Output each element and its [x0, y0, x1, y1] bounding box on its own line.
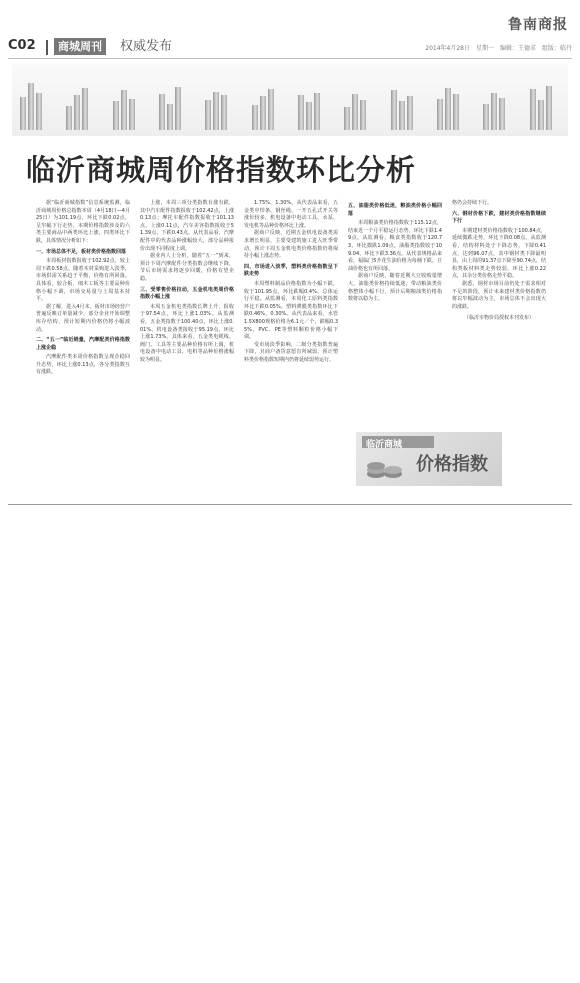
date-line: 2014年4月28日 星期一 编辑：王德求 组版：临丹 — [425, 45, 572, 52]
paragraph: 汽摩配件类本周价格指数呈现企稳回升态势，环比上涨0.13点，各分类指数互有涨跌。 — [36, 354, 130, 376]
paragraph: 据悉，钢材市场目前仍处于需求相对不足的阶段，预计未来建材类价格指数仍将以窄幅波动为主，市场总体不会出现大的涨跌。 — [452, 280, 546, 310]
banner-bar — [221, 95, 227, 130]
banner-bar — [298, 95, 304, 130]
paragraph: 据商户反映，近期五金机电设备类需求增长明显，主要受建筑施工进入旺季带动，预计下周五金机电类价格指数仍将保持小幅上涨态势。 — [244, 230, 338, 260]
paragraph: 据了解，进入4月末，板材市场经营户普遍反映订单量减少，部分企业开始调整库存结构，预计短期内价格仍将小幅波动。 — [36, 303, 130, 333]
paragraph: 本期建材类价格指数收于100.84点，延续微跌走势，环比下降0.08点。从监测看，结构材料处于下降态势，下降0.41点，达到96.07点，其中钢材类下降最明显，由上周的91.37点下降至90.74点，结构类板材料类走势较弱，环比上涨0.22点，其余分类价格走势平稳。 — [452, 227, 546, 280]
banner-bar — [260, 96, 266, 130]
page-number: C02 — [8, 38, 36, 53]
banner-bar — [530, 89, 536, 130]
banner-bar — [344, 107, 350, 130]
banner-bar — [538, 100, 544, 130]
article-lead: 据“临沂商城指数”信息系统监测，临沂商城周价格总指数本周（4月18日—4月25日）为101.19点，环比下跌0.02点，呈窄幅下行走势。本期价格指数涉及的六类主要商品中两类环比上涨，四类环比下跌，具体情况分析如下： — [36, 200, 130, 244]
banner-bar — [252, 105, 258, 130]
paragraph: 本周粮油类价格指数收于115.12点，结束近一个月平稳运行态势，环比下跌1.49点。从监测看，粮食类指数收于120.73，环比微跌1.09点，油脂类指数收于109.04，环比下跌3.36点。从代表规格品来看，福临门5升花生油价格为每桶下跌，豆油价格也有所回落。 — [348, 220, 442, 272]
banner-bar — [113, 101, 119, 130]
article-column-3 — [244, 200, 338, 364]
banner-bar — [306, 102, 312, 130]
banner-image — [12, 64, 568, 136]
paper-name: 鲁南商报 — [508, 17, 568, 33]
section-subtitle: 权威发布 — [120, 39, 173, 54]
banner-bar — [445, 88, 451, 130]
tile-big-text: 价格指数 — [416, 454, 488, 475]
banner-bar — [213, 92, 219, 130]
footer-rule — [8, 504, 572, 505]
paragraph: 上涨，本周三项分类指数有涨有跌，其中汽车配件指数报收于102.42点，上涨0.13点；摩托车配件指数报收于101.13点，上涨0.11点，汽车美容指数报收于51.39点，下跌0.43点。从代表品看，汽摩配件中的代表品种涨幅较大，部分品种报价出现不同程度上调。 — [140, 200, 234, 252]
banner-bar — [437, 99, 443, 130]
banner-bar — [546, 86, 552, 130]
subheading: 三、受零售价格拉动，五金机电类周价格指数小幅上涨 — [140, 286, 234, 301]
header-separator — [46, 40, 48, 55]
coin-stack-icon — [366, 454, 404, 480]
banner-bar — [491, 93, 497, 130]
source-credit: （临沂市物价局授权本刊发布） — [463, 315, 534, 322]
banner-bar — [74, 95, 80, 130]
header-rule — [8, 58, 572, 59]
masthead — [0, 0, 580, 72]
banner-bar — [399, 101, 405, 130]
banner-bar — [159, 94, 165, 130]
subheading: 五、油脂类价格低迷，粮油类价格小幅回落 — [348, 203, 442, 217]
paragraph: 据业内人士分析，随着“五一”到来，预计下周汽摩配件分类指数会继续下降，节后市场需求将逐步回暖，价格有望企稳。 — [140, 253, 234, 282]
paragraph: 受市场淡季影响，二级分类指数普遍下降，且商户备货意愿有所减弱，预计塑料类价格指数短期内仍将延续弱势运行。 — [244, 341, 338, 363]
banner-bar — [268, 89, 274, 130]
paragraph: 据商户反映，随着近期大豆收购量增大，油脂类价格持续低迷，带动粮油类价格整体小幅下行，预计后期粮油类价格指数将以稳为主。 — [348, 273, 442, 303]
article-column-5 — [452, 200, 546, 323]
banner-bar — [82, 88, 88, 130]
section-badge: 商城周刊 — [54, 38, 106, 55]
paragraph: 格仍会持续下行。 — [452, 200, 493, 206]
article-column-1 — [36, 200, 130, 377]
tile-title: 临沂商城 — [366, 440, 403, 450]
banner-bar — [499, 98, 505, 130]
banner-bar — [28, 83, 34, 130]
article-column-2 — [140, 200, 234, 364]
banner-bar — [36, 93, 42, 130]
banner-bar — [175, 87, 181, 130]
page-header — [8, 38, 572, 58]
banner-bar — [167, 104, 173, 130]
banner-bar — [453, 94, 459, 130]
subheading: 二、“五一”临近销量，汽摩配类价格指数上涨企稳 — [36, 337, 130, 351]
banner-bar — [121, 90, 127, 130]
banner-bar — [352, 94, 358, 130]
banner-bar — [66, 106, 72, 130]
subheading: 一、市场总体不足，板材类价格指数回落 — [36, 248, 127, 255]
subheading: 六、钢材价格下跌，建材类价格指数继续下行 — [452, 210, 546, 225]
banner-bar — [20, 97, 26, 130]
banner-bar — [391, 90, 397, 130]
headline: 临沂商城周价格指数环比分析 — [26, 153, 417, 187]
banner-bar — [205, 100, 211, 130]
banner-bar — [129, 99, 135, 130]
paragraph: 1.75%，1.30%。从代表品来看，五金类中焊条、钢丝绳、一开五孔式开关等涨价较多，机电设备中电动工具、水泵、发电机等品种价格环比上涨。 — [244, 200, 338, 229]
banner-bar — [483, 104, 489, 130]
paragraph: 本周板材指数报收于102.92点，较上周下跌0.58点。随着木材采购进入淡季，市场供需关系趋于平衡，价格有所回落。具体看，胶合板、细木工板等主要品种价格小幅下调，市场交易量与上周基本持平。 — [36, 258, 130, 303]
article-column-4 — [348, 200, 442, 304]
paragraph: 本周五金机电类指数长牌上升，报收于97.54点，环比上涨1.03%。从监测看，五金类指数于100.40点，环比上涨0.01%，机电设备类报收于95.19点，环比上涨1.73%。具体来看，五金类电缆线、阀门、工具等主要品种价格有所上调，机电设备中电动工具、电机等品种价格涨幅较为明显。 — [140, 303, 234, 363]
price-index-promo-tile — [356, 432, 502, 486]
banner-bar — [314, 93, 320, 130]
banner-bar — [407, 96, 413, 130]
paragraph: 本周塑料制品价格指数为小幅下跌，收于101.95点，环比跌幅0.4%。总体运行平稳。从监测看，本周化工原料类指数环比下跌0.05%。塑料薄膜类指数环比下跌0.46%，0.30%。从代表品来看，水管1.5X800规格价格为6.1元／个，跌幅0.35%，PVC、PE等塑料颗粒价格小幅下调。 — [244, 280, 338, 341]
banner-bar — [360, 100, 366, 130]
subheading: 四、市场进入淡季，塑料类价格指数呈下跌走势 — [244, 263, 338, 278]
